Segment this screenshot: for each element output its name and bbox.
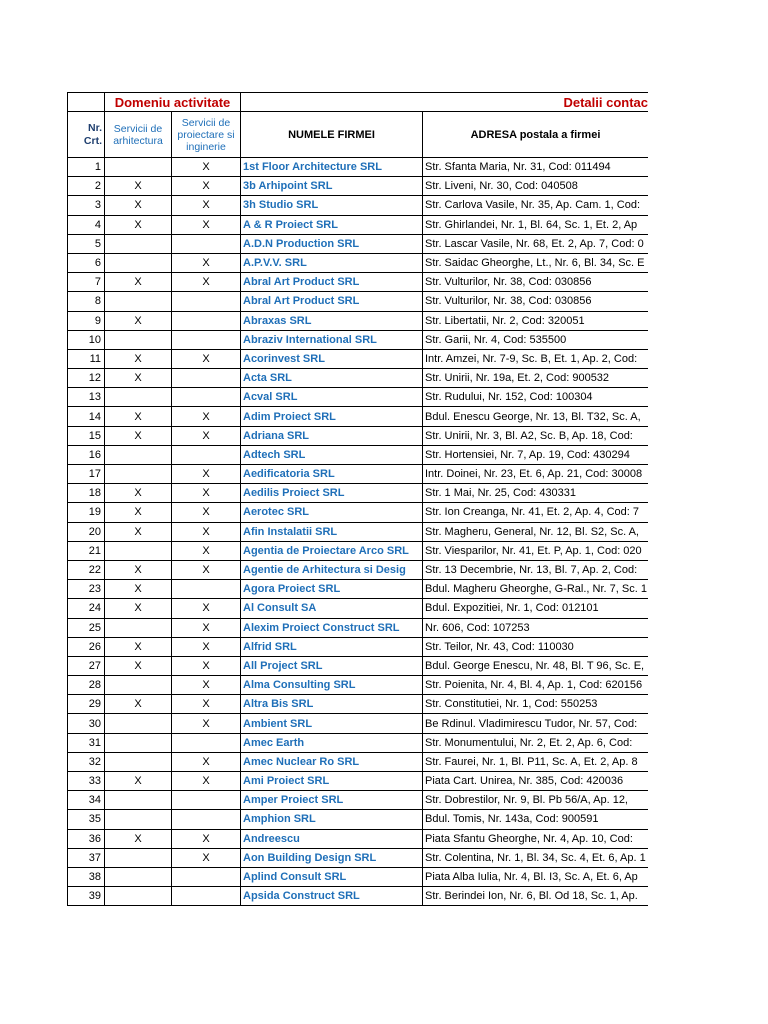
arhitectura-mark-cell [105, 465, 172, 484]
firm-name-cell: Adtech SRL [241, 445, 423, 464]
firm-name-cell: Amphion SRL [241, 810, 423, 829]
proiectare-mark-cell [172, 311, 241, 330]
proiectare-mark-cell [172, 867, 241, 886]
arhitectura-mark-cell [105, 618, 172, 637]
address-cell: Piata Sfantu Gheorghe, Nr. 4, Ap. 10, Cod: [423, 829, 649, 848]
proiectare-mark-cell: X [172, 177, 241, 196]
arhitectura-mark-cell: X [105, 560, 172, 579]
firm-name-cell: Apsida Construct SRL [241, 887, 423, 906]
arhitectura-mark-cell [105, 867, 172, 886]
col-adresa-header: ADRESA postala a firmei [423, 112, 649, 158]
row-number-cell: 34 [68, 791, 105, 810]
table-row [68, 369, 649, 388]
address-cell: Str. Liveni, Nr. 30, Cod: 040508 [423, 177, 649, 196]
row-number-cell: 11 [68, 349, 105, 368]
address-cell: Nr. 606, Cod: 107253 [423, 618, 649, 637]
arhitectura-mark-cell: X [105, 177, 172, 196]
arhitectura-mark-cell: X [105, 695, 172, 714]
row-number-cell: 6 [68, 253, 105, 272]
proiectare-mark-cell [172, 887, 241, 906]
proiectare-mark-cell: X [172, 465, 241, 484]
address-cell: Str. Sfanta Maria, Nr. 31, Cod: 011494 [423, 158, 649, 177]
arhitectura-mark-cell [105, 445, 172, 464]
address-cell: Be Rdinul. Vladimirescu Tudor, Nr. 57, Cod: [423, 714, 649, 733]
table-row [68, 637, 649, 656]
row-number-cell: 14 [68, 407, 105, 426]
proiectare-mark-cell: X [172, 349, 241, 368]
firm-name-cell: 1st Floor Architecture SRL [241, 158, 423, 177]
firms-table [67, 92, 648, 906]
table-row [68, 388, 649, 407]
arhitectura-mark-cell [105, 810, 172, 829]
firm-name-cell: Alexim Proiect Construct SRL [241, 618, 423, 637]
arhitectura-mark-cell [105, 676, 172, 695]
row-number-cell: 24 [68, 599, 105, 618]
col-arhitectura-header: Servicii de arhitectura [105, 112, 172, 158]
address-cell: Str. Hortensiei, Nr. 7, Ap. 19, Cod: 430294 [423, 445, 649, 464]
address-cell: Str. 1 Mai, Nr. 25, Cod: 430331 [423, 484, 649, 503]
proiectare-mark-cell: X [172, 599, 241, 618]
table-row [68, 580, 649, 599]
col-proiectare-header: Servicii de proiectare si inginerie [172, 112, 241, 158]
arhitectura-mark-cell [105, 752, 172, 771]
table-row [68, 158, 649, 177]
arhitectura-mark-cell: X [105, 656, 172, 675]
arhitectura-mark-cell: X [105, 215, 172, 234]
arhitectura-mark-cell [105, 541, 172, 560]
arhitectura-mark-cell [105, 388, 172, 407]
table-row [68, 349, 649, 368]
arhitectura-mark-cell [105, 733, 172, 752]
arhitectura-mark-cell: X [105, 522, 172, 541]
table-row [68, 445, 649, 464]
firm-name-cell: Alma Consulting SRL [241, 676, 423, 695]
address-cell: Bdul. Magheru Gheorghe, G-Ral., Nr. 7, Sc. 1 [423, 580, 649, 599]
proiectare-mark-cell: X [172, 752, 241, 771]
table-row [68, 484, 649, 503]
firm-name-cell: Al Consult SA [241, 599, 423, 618]
firm-name-cell: Ami Proiect SRL [241, 772, 423, 791]
col-nr-crt-header [68, 112, 105, 158]
row-number-cell: 38 [68, 867, 105, 886]
address-cell: Str. Monumentului, Nr. 2, Et. 2, Ap. 6, Cod: [423, 733, 649, 752]
row-number-cell: 21 [68, 541, 105, 560]
row-number-cell: 1 [68, 158, 105, 177]
firm-name-cell: Abraxas SRL [241, 311, 423, 330]
row-number-cell: 37 [68, 848, 105, 867]
table-row [68, 273, 649, 292]
spreadsheet [67, 92, 648, 918]
firm-name-cell: All Project SRL [241, 656, 423, 675]
table-row [68, 541, 649, 560]
proiectare-mark-cell: X [172, 560, 241, 579]
table-row [68, 887, 649, 906]
table-row [68, 560, 649, 579]
address-cell: Intr. Amzei, Nr. 7-9, Sc. B, Et. 1, Ap. 2, Cod: [423, 349, 649, 368]
address-cell: Bdul. Tomis, Nr. 143a, Cod: 900591 [423, 810, 649, 829]
row-number-cell: 5 [68, 234, 105, 253]
proiectare-mark-cell: X [172, 829, 241, 848]
address-cell: Str. Berindei Ion, Nr. 6, Bl. Od 18, Sc. 1, Ap. [423, 887, 649, 906]
empty-corner-cell [68, 93, 105, 112]
proiectare-mark-cell [172, 580, 241, 599]
address-cell: Str. Dobrestilor, Nr. 9, Bl. Pb 56/A, Ap. 12, [423, 791, 649, 810]
address-cell: Str. Vulturilor, Nr. 38, Cod: 030856 [423, 273, 649, 292]
firm-name-cell: Aedificatoria SRL [241, 465, 423, 484]
row-number-cell: 16 [68, 445, 105, 464]
firm-name-cell: Alfrid SRL [241, 637, 423, 656]
firm-name-cell: Agentia de Proiectare Arco SRL [241, 541, 423, 560]
arhitectura-mark-cell [105, 234, 172, 253]
arhitectura-mark-cell: X [105, 580, 172, 599]
address-cell: Str. Unirii, Nr. 3, Bl. A2, Sc. B, Ap. 18, Cod: [423, 426, 649, 445]
table-row [68, 714, 649, 733]
arhitectura-mark-cell: X [105, 426, 172, 445]
table-row [68, 733, 649, 752]
table-row [68, 848, 649, 867]
firm-name-cell: Abral Art Product SRL [241, 292, 423, 311]
address-cell: Bdul. George Enescu, Nr. 48, Bl. T 96, Sc. E, [423, 656, 649, 675]
address-cell: Str. Saidac Gheorghe, Lt., Nr. 6, Bl. 34, Sc. E [423, 253, 649, 272]
address-cell: Str. Teilor, Nr. 43, Cod: 110030 [423, 637, 649, 656]
row-number-cell: 3 [68, 196, 105, 215]
arhitectura-mark-cell: X [105, 349, 172, 368]
address-cell: Piata Alba Iulia, Nr. 4, Bl. I3, Sc. A, Et. 6, Ap [423, 867, 649, 886]
table-row [68, 465, 649, 484]
table-row [68, 311, 649, 330]
proiectare-mark-cell: X [172, 772, 241, 791]
address-cell: Str. 13 Decembrie, Nr. 13, Bl. 7, Ap. 2, Cod: [423, 560, 649, 579]
arhitectura-mark-cell: X [105, 503, 172, 522]
row-number-cell: 26 [68, 637, 105, 656]
proiectare-mark-cell: X [172, 848, 241, 867]
table-row [68, 867, 649, 886]
firm-name-cell: 3h Studio SRL [241, 196, 423, 215]
firm-name-cell: Abraziv International SRL [241, 330, 423, 349]
row-number-cell: 2 [68, 177, 105, 196]
table-row [68, 522, 649, 541]
firm-name-cell: Andreescu [241, 829, 423, 848]
table-row [68, 407, 649, 426]
row-number-cell: 4 [68, 215, 105, 234]
address-cell: Str. Faurei, Nr. 1, Bl. P11, Sc. A, Et. 2, Ap. 8 [423, 752, 649, 771]
address-cell: Bdul. Expozitiei, Nr. 1, Cod: 012101 [423, 599, 649, 618]
firm-name-cell: Adriana SRL [241, 426, 423, 445]
firm-name-cell: Acval SRL [241, 388, 423, 407]
address-cell: Str. Constitutiei, Nr. 1, Cod: 550253 [423, 695, 649, 714]
firm-name-cell: A.D.N Production SRL [241, 234, 423, 253]
firm-name-cell: Afin Instalatii SRL [241, 522, 423, 541]
proiectare-mark-cell: X [172, 503, 241, 522]
proiectare-mark-cell [172, 388, 241, 407]
proiectare-mark-cell: X [172, 158, 241, 177]
row-number-cell: 28 [68, 676, 105, 695]
firm-name-cell: Abral Art Product SRL [241, 273, 423, 292]
address-cell: Str. Colentina, Nr. 1, Bl. 34, Sc. 4, Et. 6, Ap. 1 [423, 848, 649, 867]
arhitectura-mark-cell: X [105, 599, 172, 618]
table-row [68, 426, 649, 445]
firm-name-cell: Acta SRL [241, 369, 423, 388]
proiectare-mark-cell: X [172, 215, 241, 234]
arhitectura-mark-cell: X [105, 407, 172, 426]
row-number-cell: 15 [68, 426, 105, 445]
table-row [68, 196, 649, 215]
table-row [68, 656, 649, 675]
proiectare-mark-cell: X [172, 637, 241, 656]
proiectare-mark-cell: X [172, 273, 241, 292]
proiectare-mark-cell [172, 330, 241, 349]
address-cell: Str. Vulturilor, Nr. 38, Cod: 030856 [423, 292, 649, 311]
row-number-cell: 17 [68, 465, 105, 484]
col-crt-label: Crt. [83, 134, 102, 147]
arhitectura-mark-cell: X [105, 829, 172, 848]
arhitectura-mark-cell [105, 253, 172, 272]
arhitectura-mark-cell: X [105, 311, 172, 330]
firm-name-cell: Altra Bis SRL [241, 695, 423, 714]
proiectare-mark-cell: X [172, 676, 241, 695]
firm-name-cell: Amper Proiect SRL [241, 791, 423, 810]
proiectare-mark-cell [172, 791, 241, 810]
arhitectura-mark-cell [105, 791, 172, 810]
proiectare-mark-cell [172, 292, 241, 311]
firm-name-cell: 3b Arhipoint SRL [241, 177, 423, 196]
address-cell: Str. Poienita, Nr. 4, Bl. 4, Ap. 1, Cod: 620156 [423, 676, 649, 695]
proiectare-mark-cell: X [172, 656, 241, 675]
table-row [68, 676, 649, 695]
row-number-cell: 18 [68, 484, 105, 503]
proiectare-mark-cell: X [172, 426, 241, 445]
address-cell: Str. Magheru, General, Nr. 12, Bl. S2, Sc. A, [423, 522, 649, 541]
row-number-cell: 25 [68, 618, 105, 637]
row-number-cell: 7 [68, 273, 105, 292]
row-number-cell: 32 [68, 752, 105, 771]
row-number-cell: 31 [68, 733, 105, 752]
address-cell: Bdul. Enescu George, Nr. 13, Bl. T32, Sc. A, [423, 407, 649, 426]
row-number-cell: 9 [68, 311, 105, 330]
column-header-row [68, 112, 649, 158]
group-header-row [68, 93, 649, 112]
row-number-cell: 13 [68, 388, 105, 407]
proiectare-mark-cell [172, 810, 241, 829]
address-cell: Str. Rudului, Nr. 152, Cod: 100304 [423, 388, 649, 407]
col-firma-header: NUMELE FIRMEI [241, 112, 423, 158]
arhitectura-mark-cell: X [105, 196, 172, 215]
firm-name-cell: Aerotec SRL [241, 503, 423, 522]
proiectare-mark-cell [172, 234, 241, 253]
firm-name-cell: Aedilis Proiect SRL [241, 484, 423, 503]
address-cell: Str. Garii, Nr. 4, Cod: 535500 [423, 330, 649, 349]
proiectare-mark-cell: X [172, 522, 241, 541]
address-cell: Str. Lascar Vasile, Nr. 68, Et. 2, Ap. 7, Cod: 0 [423, 234, 649, 253]
arhitectura-mark-cell: X [105, 273, 172, 292]
table-row [68, 234, 649, 253]
address-cell: Str. Carlova Vasile, Nr. 35, Ap. Cam. 1, Cod: [423, 196, 649, 215]
arhitectura-mark-cell: X [105, 772, 172, 791]
row-number-cell: 27 [68, 656, 105, 675]
group-domeniu-activitate: Domeniu activitate [105, 93, 241, 112]
firm-name-cell: Adim Proiect SRL [241, 407, 423, 426]
address-cell: Intr. Doinei, Nr. 23, Et. 6, Ap. 21, Cod: 30008 [423, 465, 649, 484]
firm-name-cell: Amec Nuclear Ro SRL [241, 752, 423, 771]
table-row [68, 177, 649, 196]
firm-name-cell: Agentie de Arhitectura si Desig [241, 560, 423, 579]
row-number-cell: 29 [68, 695, 105, 714]
table-row [68, 215, 649, 234]
group-detalii-contact: Detalii contac [241, 93, 649, 112]
row-number-cell: 39 [68, 887, 105, 906]
row-number-cell: 30 [68, 714, 105, 733]
address-cell: Str. Libertatii, Nr. 2, Cod: 320051 [423, 311, 649, 330]
row-number-cell: 19 [68, 503, 105, 522]
arhitectura-mark-cell: X [105, 484, 172, 503]
firm-name-cell: A.P.V.V. SRL [241, 253, 423, 272]
row-number-cell: 8 [68, 292, 105, 311]
address-cell: Str. Unirii, Nr. 19a, Et. 2, Cod: 900532 [423, 369, 649, 388]
table-row [68, 752, 649, 771]
row-number-cell: 36 [68, 829, 105, 848]
table-row [68, 829, 649, 848]
proiectare-mark-cell: X [172, 541, 241, 560]
proiectare-mark-cell [172, 369, 241, 388]
table-row [68, 330, 649, 349]
row-number-cell: 35 [68, 810, 105, 829]
firm-name-cell: Agora Proiect SRL [241, 580, 423, 599]
table-row [68, 791, 649, 810]
proiectare-mark-cell: X [172, 253, 241, 272]
row-number-cell: 23 [68, 580, 105, 599]
table-row [68, 618, 649, 637]
firm-name-cell: Acorinvest SRL [241, 349, 423, 368]
arhitectura-mark-cell [105, 848, 172, 867]
firm-name-cell: A & R Proiect SRL [241, 215, 423, 234]
row-number-cell: 20 [68, 522, 105, 541]
firm-name-cell: Aplind Consult SRL [241, 867, 423, 886]
arhitectura-mark-cell [105, 714, 172, 733]
table-row [68, 503, 649, 522]
row-number-cell: 33 [68, 772, 105, 791]
arhitectura-mark-cell: X [105, 637, 172, 656]
col-nr-label: Nr. [87, 121, 102, 134]
table-row [68, 810, 649, 829]
table-row [68, 695, 649, 714]
arhitectura-mark-cell [105, 158, 172, 177]
proiectare-mark-cell [172, 733, 241, 752]
firm-name-cell: Ambient SRL [241, 714, 423, 733]
arhitectura-mark-cell [105, 292, 172, 311]
arhitectura-mark-cell [105, 887, 172, 906]
arhitectura-mark-cell [105, 330, 172, 349]
row-number-cell: 22 [68, 560, 105, 579]
table-row [68, 292, 649, 311]
row-number-cell: 12 [68, 369, 105, 388]
proiectare-mark-cell: X [172, 618, 241, 637]
row-number-cell: 10 [68, 330, 105, 349]
firm-name-cell: Amec Earth [241, 733, 423, 752]
proiectare-mark-cell: X [172, 196, 241, 215]
address-cell: Str. Ion Creanga, Nr. 41, Et. 2, Ap. 4, Cod: 7 [423, 503, 649, 522]
firm-name-cell: Aon Building Design SRL [241, 848, 423, 867]
proiectare-mark-cell: X [172, 407, 241, 426]
table-row [68, 599, 649, 618]
table-row [68, 253, 649, 272]
address-cell: Piata Cart. Unirea, Nr. 385, Cod: 420036 [423, 772, 649, 791]
arhitectura-mark-cell: X [105, 369, 172, 388]
address-cell: Str. Viesparilor, Nr. 41, Et. P, Ap. 1, Cod: 020 [423, 541, 649, 560]
address-cell: Str. Ghirlandei, Nr. 1, Bl. 64, Sc. 1, Et. 2, Ap [423, 215, 649, 234]
proiectare-mark-cell: X [172, 695, 241, 714]
proiectare-mark-cell [172, 445, 241, 464]
table-row [68, 772, 649, 791]
proiectare-mark-cell: X [172, 484, 241, 503]
proiectare-mark-cell: X [172, 714, 241, 733]
